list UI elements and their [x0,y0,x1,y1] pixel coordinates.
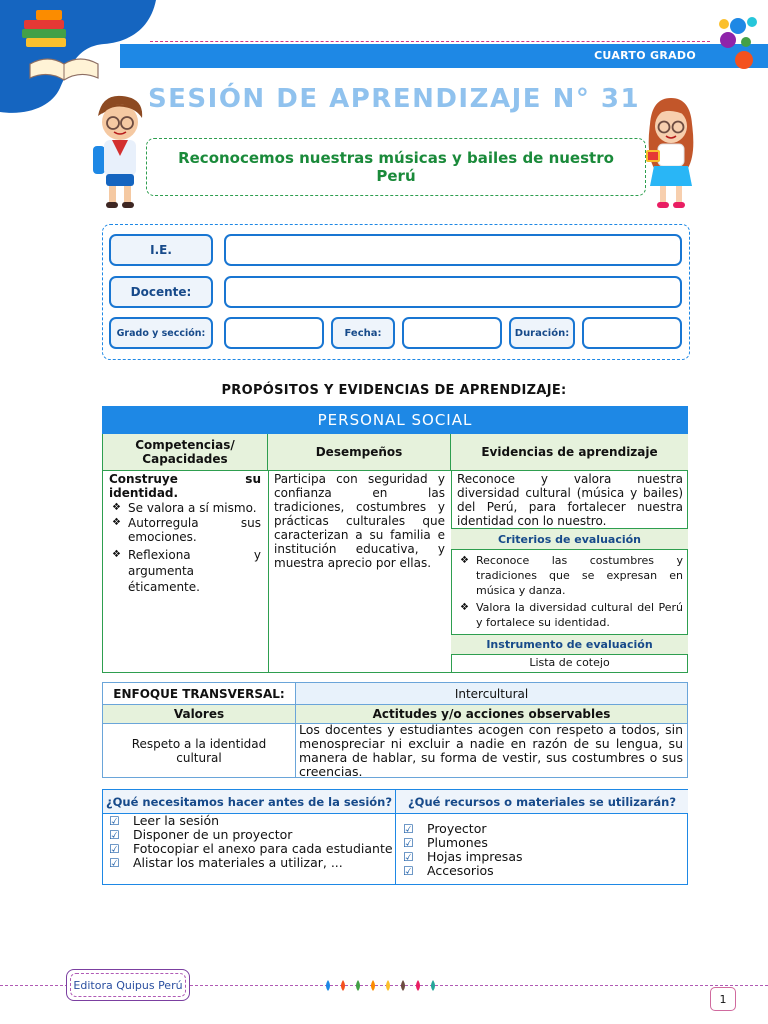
resources-header: ¿Qué recursos o materiales se utilizarán? [396,790,688,814]
criterio-item: ❖ Reconoce las costumbres y tradiciones que se expresan en música y danza. [457,553,683,598]
capacidad-item: ❖ Se valora a sí mismo. [109,501,261,515]
before-session-header: ¿Qué necesitamos hacer antes de la sesión? [103,790,395,814]
evidencia-cell: Reconoce y valora nuestra diversidad cultural (música y bailes) del Perú, para fortalecer nuestra identidad con lo nuestro. [457,472,683,528]
grado-seccion-label: Grado y sección: [109,317,213,349]
enfoque-value: Intercultural [296,683,687,704]
docente-field[interactable] [224,276,682,308]
competencias-table [102,434,688,673]
grade-label: CUARTO GRADO [594,49,696,62]
grado-seccion-field[interactable] [224,317,324,349]
area-header: PERSONAL SOCIAL [102,406,688,434]
duracion-field[interactable] [582,317,682,349]
header-dashed-line [150,41,710,42]
materials-table [102,789,688,885]
instrumento-header: Instrumento de evaluación [451,634,688,655]
purposes-heading: PROPÓSITOS Y EVIDENCIAS DE APRENDIZAJE: [221,383,567,398]
criterio-item: ❖ Valora la diversidad cultural del Perú y fortalece su identidad. [457,600,683,630]
checklist-item: ☑ Leer la sesión [103,814,393,828]
footer-drops-decoration [322,978,446,994]
checklist-item: ☑ Plumones [397,836,687,850]
docente-label: Docente: [109,276,213,308]
boy-illustration [90,92,150,214]
checklist-item: ☑ Accesorios [397,864,687,878]
desempenos-header: Desempeños [268,434,451,471]
checklist-item: ☑ Hojas impresas [397,850,687,864]
desempeno-cell: Participa con seguridad y confianza en las tradiciones, costumbres y prácticas culturales que caracterizan a su familia e institución educativa, y muestra aprecio por ellas. [274,472,445,570]
instrumento-value: Lista de cotejo [529,656,610,669]
valores-header: Valores [103,704,295,723]
session-info-block [102,224,690,360]
session-subtitle: Reconocemos nuestras músicas y bailes de nuestro Perú [146,138,646,196]
capacidad-item: ❖ Reflexiona y argumenta éticamente. [109,547,261,595]
checklist-item: ☑ Fotocopiar el anexo para cada estudiante [103,842,393,856]
actitudes-header: Actitudes y/o acciones observables [296,704,687,723]
publisher-badge: Editora Quipus Perú [66,969,190,1001]
resources-list [397,822,687,878]
competencia-title: Construye su identidad. [109,472,261,500]
header-bar [120,44,768,68]
checklist-item: ☑ Alistar los materiales a utilizar, ... [103,856,393,870]
before-session-list [103,814,393,870]
fecha-label: Fecha: [331,317,395,349]
ie-field[interactable] [224,234,682,266]
duracion-label: Duración: [509,317,575,349]
girl-illustration [640,94,702,214]
evidencias-header: Evidencias de aprendizaje [451,434,688,471]
checklist-item: ☑ Proyector [397,822,687,836]
competencias-cell [109,472,261,595]
page-number: 1 [710,987,736,1011]
competencias-header: Competencias/ Capacidades [103,434,268,471]
checklist-item: ☑ Disponer de un proyector [103,828,393,842]
valor-cell: Respeto a la identidad cultural [131,737,267,765]
enfoque-label: ENFOQUE TRANSVERSAL: [113,686,285,701]
colored-dots-decoration [712,14,764,70]
page-title: SESIÓN DE APRENDIZAJE N° 31 [147,84,641,114]
actitud-cell: Los docentes y estudiantes acogen con respeto a todos, sin menospreciar ni excluir a nadie en razón de su lengua, su manera de hablar, su forma de vestir, sus costumbres o sus creencias. [299,722,683,779]
fecha-field[interactable] [402,317,502,349]
criterios-header: Criterios de evaluación [451,528,688,550]
ie-label: I.E. [109,234,213,266]
enfoque-table [102,682,688,778]
capacidad-item: ❖ Autorregula sus emociones. [109,516,261,544]
criterios-list [457,553,683,630]
